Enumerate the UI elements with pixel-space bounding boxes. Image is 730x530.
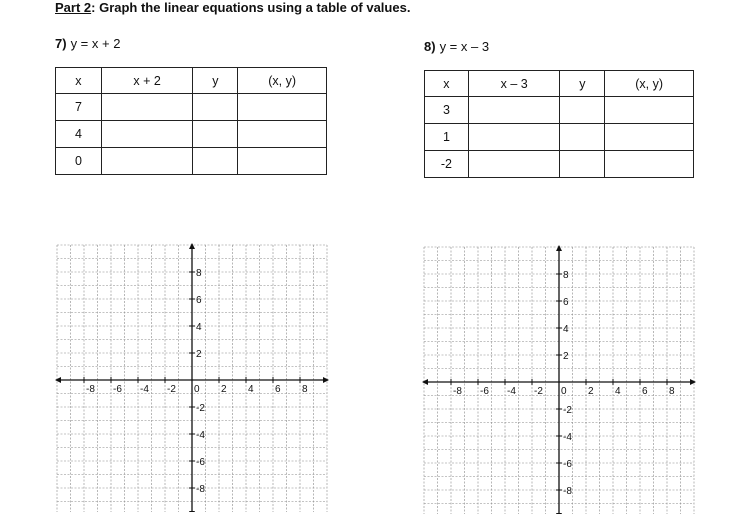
x-value-cell: 3 (425, 97, 469, 124)
y-tick-label: 4 (196, 322, 202, 333)
problem-number: 7) (55, 36, 67, 51)
equation-text: y = x – 3 (439, 39, 490, 54)
x-axis-right-arrow (323, 377, 329, 383)
x-value-cell: 4 (56, 121, 102, 148)
x-value-cell: 7 (56, 94, 102, 121)
blank-answer-cell[interactable] (193, 148, 238, 175)
problem-8-table (424, 70, 694, 178)
problem-7-equation (55, 36, 120, 51)
blank-answer-cell[interactable] (468, 151, 560, 178)
problem-7-coordinate-grid[interactable] (54, 242, 330, 512)
y-tick-label: 8 (196, 268, 202, 279)
table-row (425, 97, 694, 124)
x-tick-label: -4 (140, 384, 149, 395)
blank-answer-cell[interactable] (560, 97, 605, 124)
part-heading (55, 0, 410, 15)
y-axis-down-arrow (189, 511, 195, 512)
y-tick-label: 6 (563, 297, 569, 308)
y-tick-label: 6 (196, 295, 202, 306)
table-row (56, 121, 327, 148)
problem-8-coordinate-grid[interactable] (421, 244, 697, 514)
x-tick-label: 8 (669, 386, 675, 397)
blank-answer-cell[interactable] (605, 97, 694, 124)
x-value-cell: -2 (425, 151, 469, 178)
y-axis-down-arrow (556, 513, 562, 514)
column-header: y (560, 71, 605, 97)
problem-8-equation (424, 39, 489, 54)
column-header: x – 3 (468, 71, 560, 97)
x-tick-label: -2 (534, 386, 543, 397)
column-header: (x, y) (238, 68, 327, 94)
problem-7-table (55, 67, 327, 175)
x-tick-label: 0 (194, 384, 200, 395)
x-tick-label: 6 (642, 386, 648, 397)
blank-answer-cell[interactable] (468, 124, 560, 151)
blank-answer-cell[interactable] (101, 121, 193, 148)
x-tick-label: 6 (275, 384, 281, 395)
blank-answer-cell[interactable] (193, 121, 238, 148)
column-header: x (56, 68, 102, 94)
y-tick-label: 8 (563, 270, 569, 281)
blank-answer-cell[interactable] (468, 97, 560, 124)
x-value-cell: 1 (425, 124, 469, 151)
blank-answer-cell[interactable] (193, 94, 238, 121)
part-instructions: : Graph the linear equations using a table of values. (91, 0, 411, 15)
y-tick-label: -4 (563, 432, 572, 443)
x-tick-label: 2 (221, 384, 227, 395)
x-axis-left-arrow (422, 379, 428, 385)
blank-answer-cell[interactable] (238, 148, 327, 175)
column-header: x (425, 71, 469, 97)
table-row (425, 151, 694, 178)
equation-text: y = x + 2 (70, 36, 121, 51)
y-tick-label: 4 (563, 324, 569, 335)
y-tick-label: -6 (563, 459, 572, 470)
table-header-row (425, 71, 694, 97)
x-tick-label: -8 (86, 384, 95, 395)
x-tick-label: 2 (588, 386, 594, 397)
x-tick-label: -6 (480, 386, 489, 397)
x-tick-label: -4 (507, 386, 516, 397)
y-tick-label: -4 (196, 430, 205, 441)
y-tick-label: 2 (563, 351, 569, 362)
table-header-row (56, 68, 327, 94)
x-tick-label: 0 (561, 386, 567, 397)
blank-answer-cell[interactable] (560, 124, 605, 151)
y-tick-label: 2 (196, 349, 202, 360)
y-tick-label: -8 (563, 486, 572, 497)
y-axis-up-arrow (189, 243, 195, 249)
problem-number: 8) (424, 39, 436, 54)
blank-answer-cell[interactable] (101, 94, 193, 121)
blank-answer-cell[interactable] (238, 121, 327, 148)
blank-answer-cell[interactable] (101, 148, 193, 175)
y-tick-label: -2 (563, 405, 572, 416)
blank-answer-cell[interactable] (605, 124, 694, 151)
x-tick-label: 4 (615, 386, 621, 397)
x-tick-label: 8 (302, 384, 308, 395)
part-label: Part 2 (55, 0, 92, 15)
column-header: x + 2 (101, 68, 193, 94)
x-tick-label: -6 (113, 384, 122, 395)
table-row (56, 94, 327, 121)
x-tick-label: -8 (453, 386, 462, 397)
blank-answer-cell[interactable] (605, 151, 694, 178)
column-header: (x, y) (605, 71, 694, 97)
blank-answer-cell[interactable] (560, 151, 605, 178)
y-tick-label: -8 (196, 484, 205, 495)
table-row (56, 148, 327, 175)
y-tick-label: -2 (196, 403, 205, 414)
x-tick-label: -2 (167, 384, 176, 395)
x-value-cell: 0 (56, 148, 102, 175)
x-axis-left-arrow (55, 377, 61, 383)
blank-answer-cell[interactable] (238, 94, 327, 121)
table-row (425, 124, 694, 151)
y-tick-label: -6 (196, 457, 205, 468)
column-header: y (193, 68, 238, 94)
x-tick-label: 4 (248, 384, 254, 395)
y-axis-up-arrow (556, 245, 562, 251)
x-axis-right-arrow (690, 379, 696, 385)
